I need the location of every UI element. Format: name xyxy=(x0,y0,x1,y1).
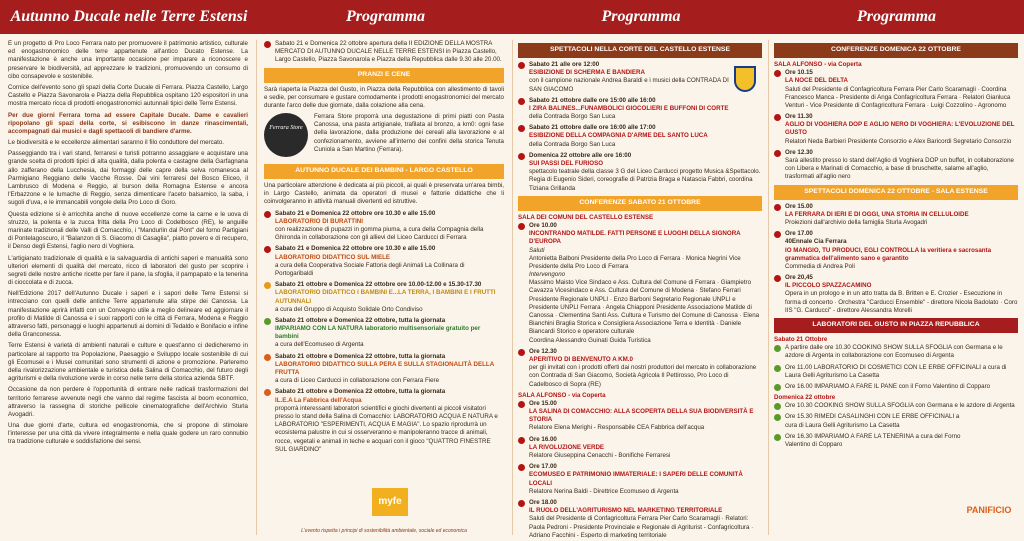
bullet-icon xyxy=(774,345,781,352)
intro-paragraph: Cornice dell'evento sono gli spazi della Corte Ducale di Ferrara. Piazza Castello, Largo Castello e Piazza Savonarola e Piazza della Repubblica ospitano 120 espositori in una mostra mercato ricca di prodotti enogastronomici autunnali tipici delle Terre Estensi. xyxy=(8,83,248,108)
event-desc: con realizzazione di pupazzi in gomma piuma, a cura della Compagnia della Ghironda in collaborazione con gli allievi del Liceo Carducci di Ferrara xyxy=(275,226,484,242)
bullet-icon xyxy=(774,70,781,77)
event-desc: Commedia di Andrea Poli xyxy=(785,262,855,270)
column-divider xyxy=(512,40,513,535)
event-time: Ore 16.00 xyxy=(529,435,557,443)
event-title: AGLIO DI VOGHIERA DOP E AGLIO NERO DI VOGHIERA: L'EVOLUZIONE DEL GUSTO xyxy=(785,121,1015,137)
intro-paragraph: Occasione da non perdere è l'opportunità di entrare nelle radicali trasformazioni del territorio ferrarese avvenute negli che vanno dal regime fascista al boom economico, attraverso la rassegna di storiche pellicole cinematografiche dell'Archivio Sturla Avogadri. xyxy=(8,386,248,418)
panificio-logo: PANIFICIO xyxy=(966,505,1012,515)
event-time: Ore 15.00 xyxy=(529,399,557,407)
conference-event xyxy=(518,400,762,433)
event-desc: Proiezioni dall'archivio della famiglia Sturla Avogadri xyxy=(785,218,928,226)
show-event xyxy=(518,152,762,193)
bambini-intro: Una particolare attenzione è dedicata ai più piccoli, ai quali è preservata un'area bimbi, in Largo Castello, animata da operatori di musei e fattorie didattiche che li coinvolgeranno in attività manuali divertenti ed istruttive. xyxy=(264,182,504,206)
show-event xyxy=(774,203,1018,228)
event-desc: Saluti del Presidente di Confagricoltura Ferrara Pier Carlo Scaramagli · Relatori: Paola Pedroni - Presidente Provinciale e Regionale di Agriturist - Confagricoltura · Adriano Facchini - Esperto di marketing territoriale xyxy=(529,515,754,538)
bullet-icon xyxy=(518,437,525,444)
bullet-icon xyxy=(774,275,781,282)
program-column-1 xyxy=(264,40,504,538)
event-time: Sabato 21 ottobre e Domenica 22 ottobre, tutta la giornata xyxy=(275,352,446,360)
event-time: Sabato 21 e Domenica 22 ottobre ore 10.30 e alle 15.00 xyxy=(275,209,436,217)
bullet-icon xyxy=(264,389,271,396)
bullet-icon xyxy=(774,231,781,238)
conference-event xyxy=(518,436,762,461)
title-programma-2: Programma xyxy=(601,8,681,25)
lab-event xyxy=(774,383,1018,391)
lab-event xyxy=(774,364,1018,380)
bullet-icon xyxy=(518,125,525,132)
intro-paragraph: Una due giorni d'arte, cultura ed enogastronomia, che si propone di stimolare l'interesse per una città da vivere integralmente e nella quale godere un raro connubio tra tradizione culturale e soddisfazione dei sensi. xyxy=(8,422,248,446)
bullet-icon xyxy=(518,223,525,230)
event-title: LABORATORIO DIDATTICO SULLA PERA E SULLA STAGIONALITÀ DELLA FRUTTA xyxy=(275,360,494,376)
event-title: I ZIRA BALINES...FUNAMBOLICI GIOCOLIERI E BUFFONI DI CORTE xyxy=(529,104,729,112)
intro-paragraph: Per due giorni Ferrara torna ad essere Capitale Ducale. Dame e cavalieri ripopolano gli spazi della corte, si esibiscono in danze rinascimentali, accompagnati dai musici e dagli spettacoli di bandiere d'arme. xyxy=(8,111,248,135)
event-desc: Relatore Giuseppina Cenacchi - Bonifiche Ferraresi xyxy=(529,452,671,459)
event-title: IL PICCOLO SPAZZACAMINO xyxy=(785,282,872,290)
event-time: Ore 17.00 xyxy=(529,463,557,471)
bullet-icon xyxy=(518,500,525,507)
bullet-icon xyxy=(264,41,271,48)
lab-text: Ore 10.30 COOKING SHOW SULLA SFOGLIA con Germana e le azdore di Argenta xyxy=(785,402,1015,410)
event-desc: a cura di Liceo Carducci in collaborazione con Ferrara Fiere xyxy=(275,377,440,385)
event-title: 40Ennale Cia Ferrara xyxy=(785,238,847,246)
intro-paragraph: Passeggiando tra i vari stand, ferraresi e turisti potranno assaggiare e acquistare una grande scelta di prodotti tipici di alta qualità, dalla polenta e castagne della Garfagnana allo zafferano della Lucchesia, dai formaggi delle capre della selva romanesca al Parmigiano Reggiano delle Vacche Rosse. Dai vini ferraresi del Bosco Eliceo, il Lambrusco di Modena e Reggio, al burson della Romagna Estense e ancora l'Erbazzone e le lumache di Reggio, senza dimenticare l'aceto balsamico, la saba, i sugoli d'uva, e le immancabili vongole della Pro Loco di Goro. xyxy=(8,150,248,207)
event-title: ESIBIZIONE DI SCHERMA E BANDIERA xyxy=(529,69,645,77)
conference-event xyxy=(518,499,762,538)
event-time: Sabato 21 alle ore 12:00 xyxy=(529,60,600,68)
bullet-icon xyxy=(264,211,271,218)
event-time: Sabato 21 ottobre e Domenica 22 ottobre ore 10.00-12.00 e 15.30-17.30 xyxy=(275,281,482,289)
title-programma-1: Programma xyxy=(345,8,426,25)
bullet-icon xyxy=(518,349,525,356)
lab-text: Ore 16.00 IMPARIAMO A FARE IL PANE con il Forno Valentino di Copparo xyxy=(785,382,991,390)
section-header-conferenze-dom: CONFERENZE DOMENICA 22 OTTOBRE xyxy=(774,43,1018,58)
event-time: Ore 17.00 xyxy=(785,230,813,238)
event-time: Ore 20,45 xyxy=(785,274,813,282)
intro-paragraph: Questa edizione si è arricchita anche di nuove eccellenze come la carne e le uova di struzzo, la polenta e la zucca fritta della Pro Loco di Codelbosco (RE), le anguille marinate tradizionali delle Valli di Comacchio, i "Mandurlin dal Pònt" del forno Partigiani di Pontelagoscuro, il "Balanzon di S. Giacomo di Casaglia", piatto povero e di recupero, il Denso degli Estensi, l'aglio nero di Voghiera. xyxy=(8,210,248,251)
store-block xyxy=(264,113,504,161)
show-event xyxy=(518,61,762,94)
intro-paragraph: Terre Estensi è varietà di ambienti naturali e culture e quest'anno ci dedicheremo in particolare al rapporto tra Popolazione, Paesaggio e Sviluppo locale sostenibile di cui gli Ecomusei e i Musei comunitari sono strumenti di azione e promozione. Parleremo della rivalorizzazione ambientale e turistica della Salina di Comacchio, del futuro degli agriturismi e della rivoluzione verde in corso nelle terre della storica azienda SBTF. xyxy=(8,342,248,383)
title-autunno: Autunno Ducale nelle Terre Estensi xyxy=(10,8,248,25)
event-title: LABORATORIO DI BURATTINI xyxy=(275,217,363,225)
bullet-icon xyxy=(774,150,781,157)
show-event xyxy=(518,97,762,122)
conference-event xyxy=(518,348,762,389)
bullet-icon xyxy=(264,318,271,325)
kids-event xyxy=(264,317,504,350)
conference-event xyxy=(774,69,1018,110)
event-desc: spettacolo teatrale della classe 3 G del Liceo Carducci progetto Musica &Spettacolo. Regia di Eugenio Sideri, coreografie di Patrizia Braga e Natascia Fabbri, coordina Tiziana Grillanda xyxy=(529,168,761,192)
event-time: Domenica 22 ottobre alle ore 16:00 xyxy=(529,151,632,159)
event-desc: a cura dell'Ecomuseo di Argenta xyxy=(275,341,364,349)
event-title: ECOMUSEO E PATRIMONIO IMMATERIALE: I SAPERI DELLE COMUNITÀ LOCALI xyxy=(529,471,743,487)
event-desc: Relatore Elena Merighi - Responsabile CEA Fabbrica dell'acqua xyxy=(529,424,705,432)
event-desc: a cura del Gruppo di Acquisto Solidale Orto Condiviso xyxy=(275,305,423,313)
bullet-icon xyxy=(774,365,781,372)
event-desc: Relatore Nerina Baldi - Direttrice Ecomuseo di Argenta xyxy=(529,487,679,495)
bullet-icon xyxy=(774,403,781,410)
pranzi-text: Sarà riaperta la Piazza del Gusto, in Piazza della Repubblica con allestimento di tavoli e sedie, per consumare e gustare comodamente i prodotti enogastronomici del mercato durante l'arco delle due giornate, dalla colazione alla cena. xyxy=(264,85,504,109)
program-column-2 xyxy=(518,40,762,538)
event-title: ESIBIZIONE DELLA COMPAGNIA D'ARME DEL SANTO LUCA xyxy=(529,132,708,140)
bullet-icon xyxy=(264,282,271,289)
event-title: LABORATORIO DIDATTICO I BAMBINI E...LA TERRA, I BAMBINI E I FRUTTI AUTUNNALI xyxy=(275,289,496,305)
column-divider xyxy=(768,40,769,535)
event-time: Ore 18.00 xyxy=(529,498,557,506)
intervengono-label: Intervengono xyxy=(529,271,566,279)
show-event xyxy=(774,274,1018,315)
lab-event xyxy=(774,413,1018,429)
event-time: Ore 12.30 xyxy=(529,347,557,355)
sustainability-footer: L'evento rispetta i principi di sostenibilità ambientale, sociale ed economica xyxy=(301,528,467,534)
lab-event xyxy=(774,344,1018,360)
section-header-pranzi: PRANZI E CENE xyxy=(264,68,504,83)
event-time: Sabato 21 ottobre e Domenica 22 ottobre, tutta la giornata xyxy=(275,388,446,396)
column-divider xyxy=(256,40,257,535)
title-programma-3: Programma xyxy=(856,8,937,25)
event-desc: proporrà interessanti laboratori scientifici e giochi divertenti ai piccoli visitatori presso lo stand della Salina di Comacchio: LABORATORIO ACQUA E NATURA e LABORATORIO "ESPERIMENTI, ACQUA E MAGIA". Lo spazio riprodurrà un ecosistema palustre in cui si osserveranno e manipoleranno tracce di animali, rocce, vegetali e animali in teche e acquari con il gioco "QUATTRO FINESTRE SUL GIARDINO" xyxy=(275,404,498,453)
kids-event xyxy=(264,245,504,278)
lab-text: Ore 11.00 LABORATORIO DI COSMETICI CON LE ERBE OFFICINALI a cura di Laura Gelli Agriturismo La Casetta xyxy=(785,363,1007,379)
saluti-label: Saluti xyxy=(529,246,545,254)
conference-event xyxy=(774,149,1018,182)
intro-column xyxy=(8,40,248,538)
event-time: Ore 11.30 xyxy=(785,113,813,121)
store-text: Ferrara Store proporrà una degustazione di primi piatti con Pasta Canossa, una pasta artigianale, trafilata al bronzo, a km0: ogni fase della lavorazione, dalla produzione dei cereali alla lavorazione e al confezionamento, avviene all'interno dei confini della storica Tenuta Cuniola a San Martino (Ferrara). xyxy=(314,113,504,153)
intro-paragraph: Le biodiversità e le eccellenze alimentari saranno il filo conduttore del mercato. xyxy=(8,139,224,147)
lab-event xyxy=(774,433,1018,449)
day-label: Domenica 22 ottobre xyxy=(774,394,836,402)
event-desc: Sarà allestito presso lo stand dell'Aglio di Voghiera DOP un buffet, in collaborazione con Libera e Marinati di Comacchio, a base di bruschette, salame all'aglio, trasformati all'aglio nero xyxy=(785,157,1014,181)
section-header-spettacoli-dom: SPETTACOLI DOMENICA 22 OTTOBRE - SALA ESTENSE xyxy=(774,185,1018,200)
event-desc: Antonietta Balboni Presidente della Pro Loco di Ferrara · Monica Negrini Vice Presidente della Pro Loco di Ferrara xyxy=(529,254,741,270)
event-desc: a cura della Cooperativa Sociale Fattoria degli Animali La Collinara di Portogaribaldi xyxy=(275,261,465,277)
intro-paragraph: Nell'Edizione 2017 dell'Autunno Ducale i saperi e i sapori delle Terre Estensi si intrecciano con quelli delle antiche Terre appartenute alla stirpe dei Canossa. La manifestazione aprirà infatti con un Convegno utile a meglio delineare ed aggiornare il profilo di Matilde di Canossa e i suoi rapporti con le città di Ferrara, Modena e Reggio attraverso fatti, personaggi e luoghi appartenuti ai domini di Tedaldo e Bonifacio e infine della Granconessa. xyxy=(8,290,248,339)
event-time: Sabato 21 ottobre dalle ore 15:00 alle 16:00 xyxy=(529,96,656,104)
bullet-icon xyxy=(774,204,781,211)
event-title: APERITIVO DI BENVENUTO A KM.0 xyxy=(529,355,633,363)
section-header-spettacoli: SPETTACOLI NELLA CORTE DEL CASTELLO ESTENSE xyxy=(518,43,762,58)
kids-event xyxy=(264,388,504,454)
event-time: Ore 10.00 xyxy=(529,221,557,229)
venue-label: SALA ALFONSO - via Coperta xyxy=(518,391,606,399)
event-desc: Opera in un prologo e in un atto tratta da B. Britten e E. Crozier - Esecuzione in forma di concerto · Orchestra "Carducci Ensemble" - direttore Nicola Badolato · Coro IIS "G. Carducci" - direttore Alessandra Morelli xyxy=(785,290,1018,314)
event-time: Sabato 21 e Domenica 22 ottobre ore 10.30 e alle 15.00 xyxy=(275,245,436,253)
conference-event xyxy=(518,222,762,345)
section-header-conferenze: CONFERENZE SABATO 21 OTTOBRE xyxy=(518,196,762,211)
opening-event xyxy=(264,40,504,65)
event-title: INCONTRANDO MATILDE. FATTI PERSONE E LUOGHI DELLA SIGNORA D'EUROPA xyxy=(529,230,741,246)
lab-text: A partire dalle ore 10.30 COOKING SHOW SULLA SFOGLIA con Germana e le azdore di Argenta in collaborazione con Ecomuseo di Argenta xyxy=(785,344,1003,360)
event-desc: Relatori Neda Barbieri Presidente Consorzio e Alex Baricordi Segretario Consorzio xyxy=(785,137,1012,145)
program-column-3 xyxy=(774,40,1018,538)
event-desc: della Contrada Borgo San Luca xyxy=(529,113,616,121)
event-desc: Saluti del Presidente di Confagricoltura Ferrara Pier Carlo Scaramagli · Coordina Francesco Manca - Presidente di Anga Confagricoltura Ferrara · Relatori Gianluca Venturi - Vice Presidente di Confagricoltura Ferrara · Luigi Cozzolino - Agronomo xyxy=(785,85,1011,109)
event-desc: con il campione nazionale Andrea Baraldi e i musici della CONTRADA DI SAN GIACOMO xyxy=(529,77,729,93)
event-time: Sabato 21 ottobre e Domenica 22 ottobre, tutta la giornata xyxy=(275,316,446,324)
event-title: IMPARIAMO CON LA NATURA laboratorio multisensoriale gratuito per bambini xyxy=(275,325,481,341)
event-desc: Coordina Alessandro Guinati Guida Turistica xyxy=(529,336,651,344)
event-desc: per gli invitati con i prodotti offerti dai nostri produttori del mercato in collaborazione con Contrada di San Giacomo, Società Agricola Il Pettirosso, Pro Loco di Cadelbosco di Sopra (RE) xyxy=(529,364,757,388)
bullet-icon xyxy=(774,384,781,391)
event-title: IL RUOLO DELL'AGRITURISMO NEL MARKETING TERRITORIALE xyxy=(529,507,723,515)
venue-label: SALA DEI COMUNI DEL CASTELLO ESTENSE xyxy=(518,213,654,221)
myfe-logo: myfe xyxy=(372,488,408,516)
lab-text: Ore 15.30 RIMEDI CASALINGHI CON LE ERBE OFFICINALI a cura di Laura Gelli Agriturismo La Casetta xyxy=(785,413,960,429)
show-event xyxy=(774,230,1018,271)
bullet-icon xyxy=(264,354,271,361)
kids-event xyxy=(264,281,504,314)
event-subtitle: IO MANGIO, TU PRODUCI, EGLI CONTROLLA la veritiera e sacrosanta grammatica dell'alimento sano e garantito xyxy=(785,246,992,262)
bullet-icon xyxy=(264,246,271,253)
intro-paragraph: L'artigianato tradizionale di qualità e la salvaguardia di antichi saperi e manualità sono ulteriori elementi di qualità del mercato, ricco di laboratori del gusto per scoprire i segreti delle nostre antiche ricette per fare il pane, la sfoglia, il pampapato e la tenerina di cioccolata e di zucca. xyxy=(8,254,248,287)
bullet-icon xyxy=(774,434,781,441)
event-title: LA SALINA DI COMACCHIO: ALLA SCOPERTA DELLA SUA BIODIVERSITÀ E STORIA xyxy=(529,408,754,424)
venue-label: SALA ALFONSO - via Coperta xyxy=(774,60,862,68)
bullet-icon xyxy=(518,98,525,105)
event-title: LA NOCE DEL DELTA xyxy=(785,77,849,85)
day-label: Sabato 21 Ottobre xyxy=(774,335,828,343)
event-time: Ore 15.00 xyxy=(785,202,813,210)
event-desc: Massimo Maisto Vice Sindaco e Ass. Cultura del Comune di Ferrara · Giampietro Cavazza Vicesindaco e Ass. Cultura del Comune di Modena · Stefano Ferrari Presidente Regionale UNPLI · Enzo Barboni Segretario Regionale UNPLI e Presidente UNPLI Ferrara · Angela Chiapponi Presidente Associazione Matilde di Canossa · Clementina Santi Ass. Cultura e Turismo del Comune di Canossa · Elena Bianchini Braglia Storica e Consigliera Associazione Terra e Identità · Daniele Biancardi Storico e operatore culturale xyxy=(529,279,760,336)
bullet-icon xyxy=(518,62,525,69)
lab-text: Ore 16.30 IMPARIAMO A FARE LA TENERINA a cura del Forno Valentino di Copparo xyxy=(785,432,961,449)
kids-event xyxy=(264,353,504,386)
event-title: LABORATORIO DIDATTICO SUL MIELE xyxy=(275,253,391,261)
conference-event xyxy=(774,113,1018,146)
bullet-icon xyxy=(774,114,781,121)
event-time: Sabato 21 ottobre dalle ore 16:00 alle 17:00 xyxy=(529,124,656,132)
event-title: LA FERRARA DI IERI E DI OGGI, UNA STORIA IN CELLULOIDE xyxy=(785,210,969,218)
event-title: IL.E.A La Fabbrica dell'Acqua xyxy=(275,396,362,404)
event-time: Ore 10.15 xyxy=(785,69,813,77)
bullet-icon xyxy=(518,401,525,408)
event-time: Ore 12.30 xyxy=(785,148,813,156)
conference-event xyxy=(518,463,762,496)
event-title: LA RIVOLUZIONE VERDE xyxy=(529,443,605,451)
bullet-icon xyxy=(518,464,525,471)
event-title: SUI PASSI DEL FURIOSO xyxy=(529,160,604,168)
intro-paragraph: È un progetto di Pro Loco Ferrara nato per promuovere il patrimonio artistico, culturale ed enogastronomico delle terre appartenute all'antico Ducato Estense. La manifestazione è anche una importante occasione per imparare a riconoscere e preservare le biodiversità, ad apprezzare le tradizioni, promuovendo un consumo di cibo consapevole e sostenibile. xyxy=(8,40,248,80)
opening-text: Sabato 21 e Domenica 22 ottobre apertura della II EDIZIONE DELLA MOSTRA MERCATO DI AUTUNNO DUCALE NELLE TERRE ESTENSI in Piazza Castello, Largo Castello, Piazza Savonarola e Piazza della Repubblica dalle 9.30 alle 20.00. xyxy=(275,40,502,64)
ferrara-store-logo: Ferrara Store xyxy=(264,113,308,157)
contrada-shield-icon xyxy=(734,66,756,92)
show-event xyxy=(518,124,762,149)
event-desc: della Contrada Borgo San Luca xyxy=(529,140,616,148)
lab-event xyxy=(774,402,1018,410)
bullet-icon xyxy=(774,414,781,421)
bullet-icon xyxy=(518,153,525,160)
section-header-bambini: AUTUNNO DUCALE DEI BAMBINI - LARGO CASTELLO xyxy=(264,164,504,179)
section-header-laboratori: LABORATORI DEL GUSTO IN PIAZZA REPUBBLICA xyxy=(774,318,1018,333)
kids-event xyxy=(264,210,504,243)
